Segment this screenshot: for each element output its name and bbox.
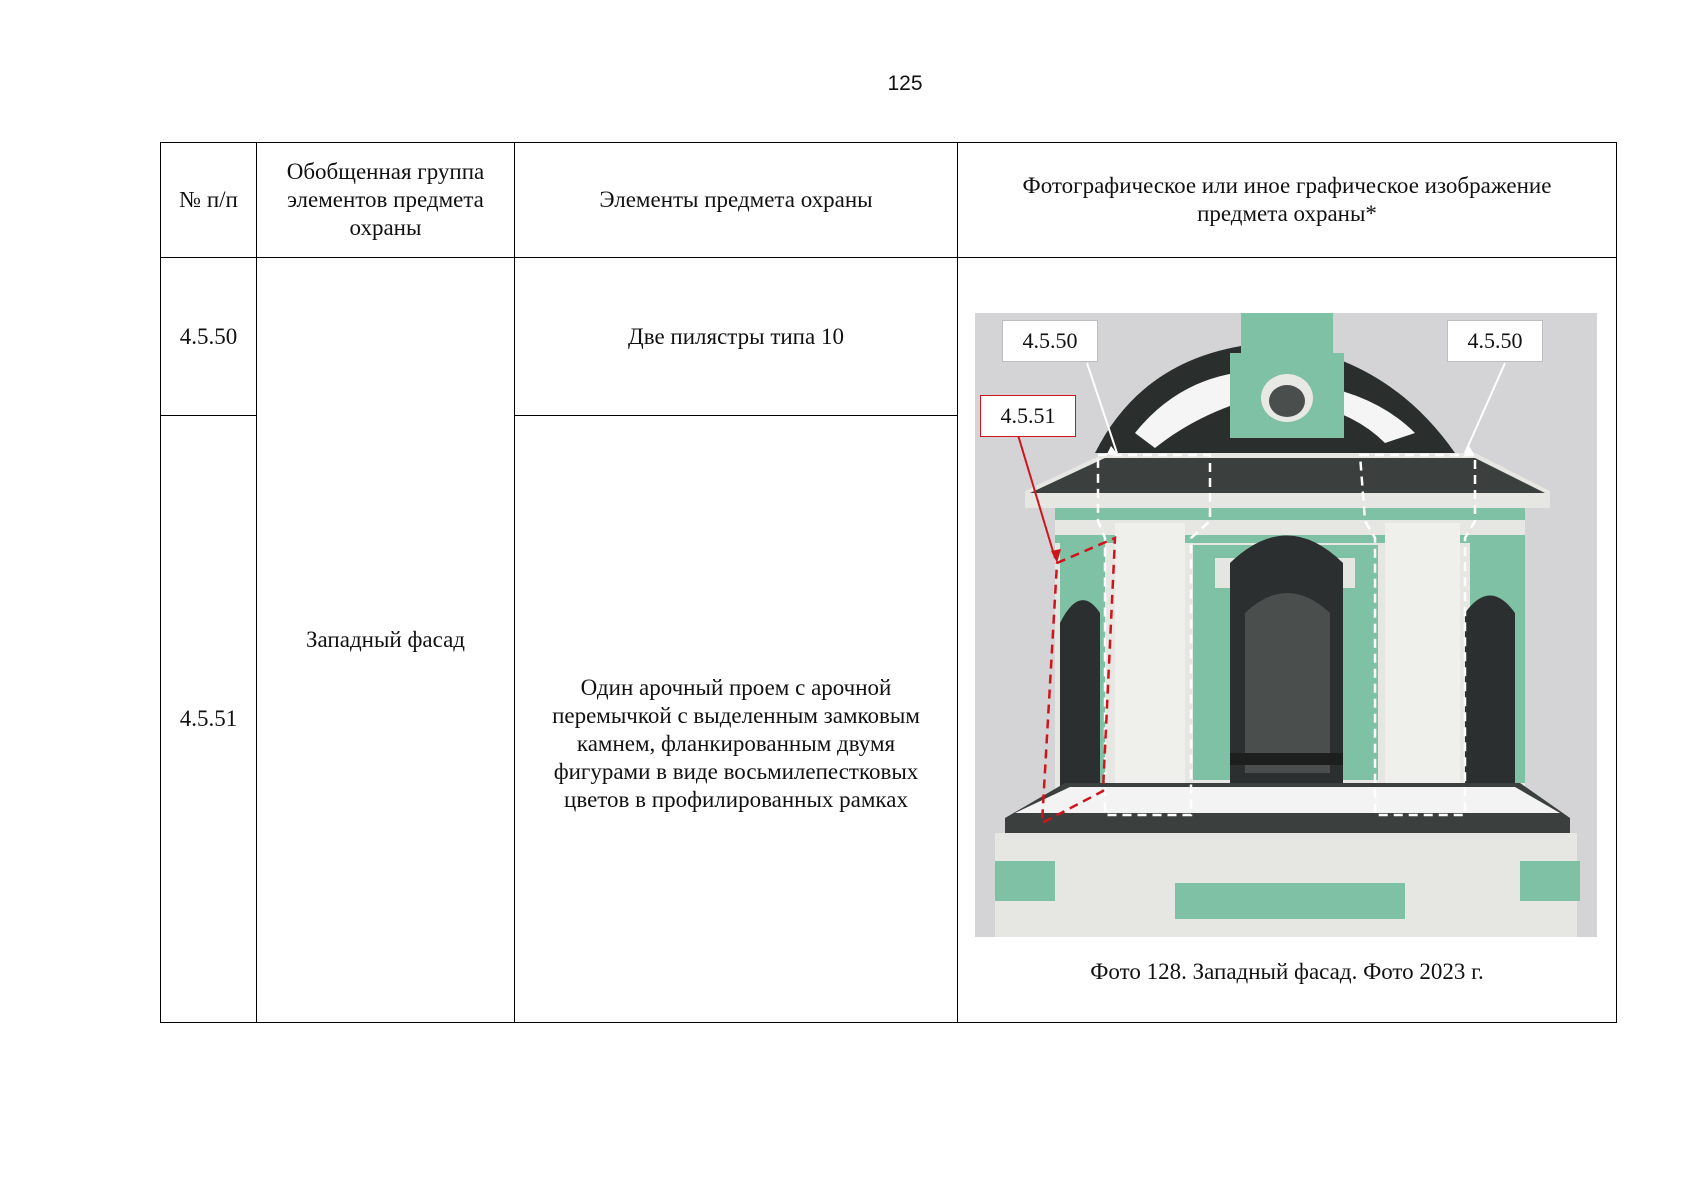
row-number: 4.5.50: [161, 258, 257, 416]
element-description: Один арочный проем с арочной перемычкой с выделенным замковым камнем, фланкированным двумя фигурами в виде восьмилепестковых цветов в профилированных рамках: [552, 675, 920, 812]
belltower-photo: [975, 313, 1597, 937]
header-image: Фотографическое или иное графическое изображение предмета охраны*: [958, 143, 1617, 258]
pilaster-left: [1115, 523, 1185, 798]
table-header-row: [161, 143, 1617, 258]
header-group: Обобщенная группа элементов предмета охраны: [257, 143, 515, 258]
page-number: 125: [887, 72, 923, 95]
header-number: № п/п: [161, 143, 257, 258]
photo-caption: Фото 128. Западный фасад. Фото 2023 г.: [1090, 959, 1484, 984]
right-arch-opening: [1465, 596, 1515, 794]
callout-pilaster-left: 4.5.50: [1002, 320, 1098, 362]
table-row: [161, 258, 1617, 416]
photo-cell: [958, 258, 1617, 1023]
dome-drum: [1241, 313, 1333, 353]
header-elements: Элементы предмета охраны: [515, 143, 958, 258]
group-cell: Западный фасад: [257, 258, 515, 1023]
callout-pilaster-right: 4.5.50: [1447, 320, 1543, 362]
element-description: Две пилястры типа 10: [515, 258, 958, 416]
left-arch-opening: [1060, 600, 1100, 793]
protection-elements-table: [160, 142, 1617, 1023]
row-number: 4.5.51: [161, 416, 257, 1023]
pilaster-right: [1385, 523, 1460, 798]
callout-arch: 4.5.51: [980, 395, 1076, 437]
element-description-cell: [515, 416, 958, 1023]
